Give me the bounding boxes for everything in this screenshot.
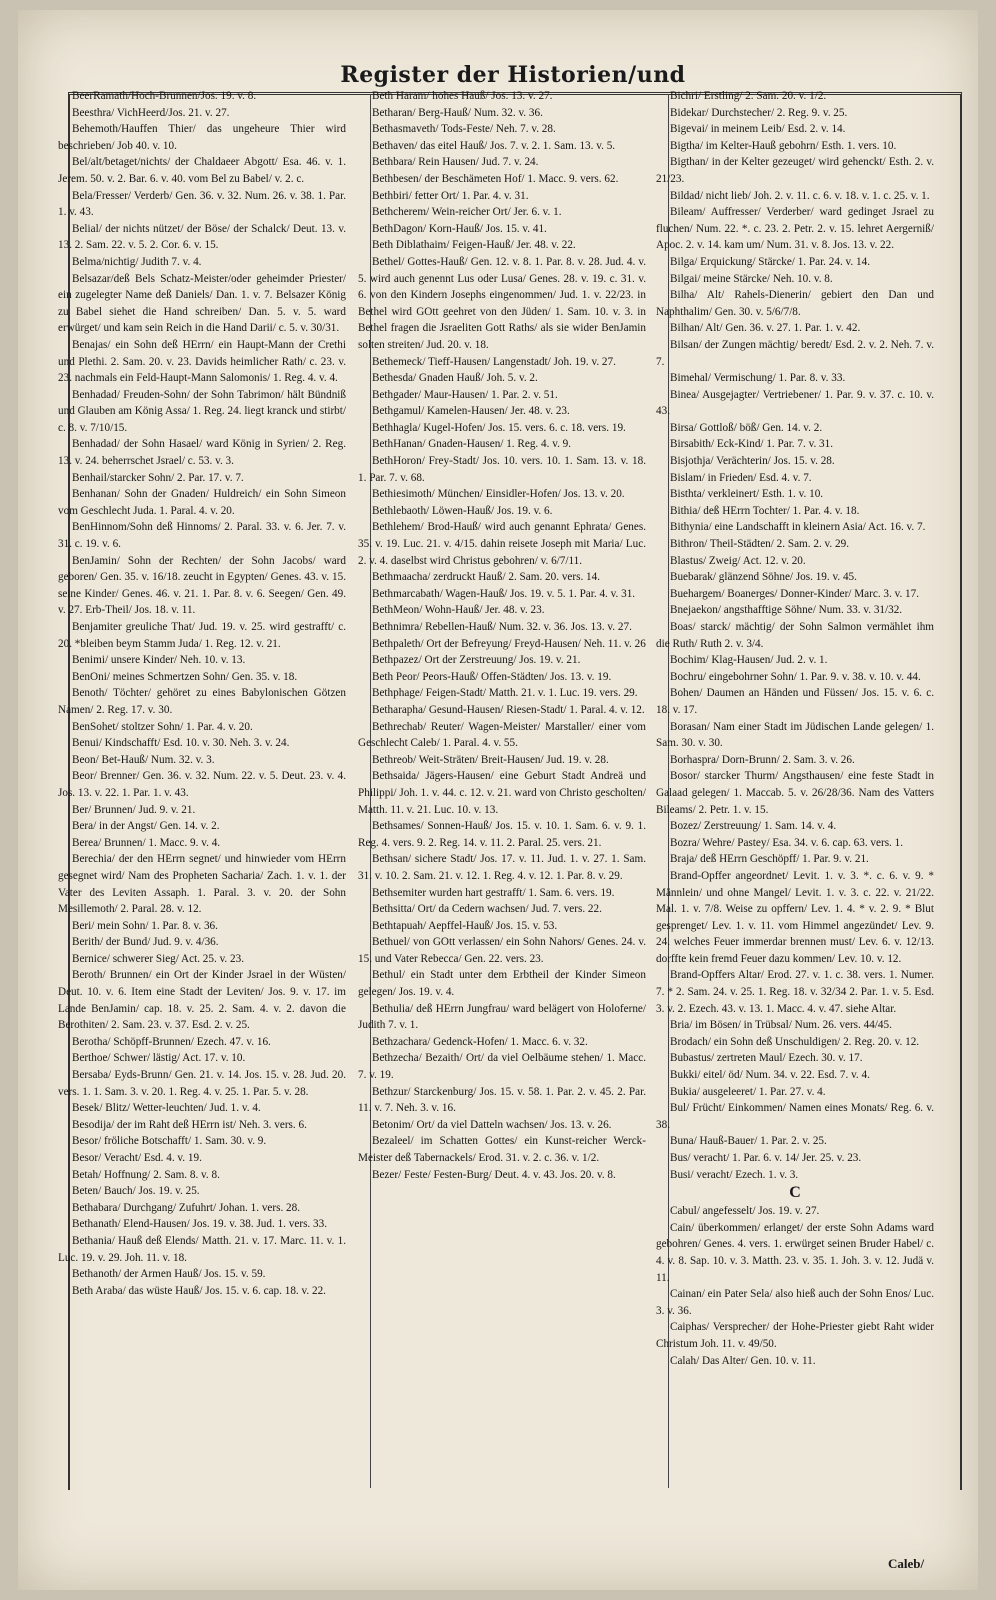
index-entry: Bethphage/ Feigen-Stadt/ Matth. 21. v. 1. Luc. 19. vers. 29. — [372, 687, 638, 700]
index-entry: Benajas/ ein Sohn deß HErrn/ ein Haupt-Mann der Crethi und Plethi. 2. Sam. 20. v. 23. Davids heimlicher Rath/ c. 23. v. 23. nachmals ein Feld-Haupt-Mann Salomonis/ 1. Reg. 4. v. 4. — [58, 338, 346, 385]
index-entry: Besek/ Blitz/ Wetter-leuchten/ Jud. 1. v. 4. — [72, 1102, 261, 1115]
index-entry: Benoth/ Töchter/ gehöret zu eines Babylonischen Götzen Namen/ 2. Reg. 17. v. 30. — [58, 687, 346, 716]
index-entry: Bithynia/ eine Landschafft in kleinern Asia/ Act. 16. v. 7. — [670, 521, 926, 534]
index-entry: Bidekar/ Durchstecher/ 2. Reg. 9. v. 25. — [670, 106, 848, 119]
index-entry: Bersaba/ Eyds-Brunn/ Gen. 21. v. 14. Jos. 15. v. 28. Jud. 20. vers. 1. 1. Sam. 3. v. 20. 1. Reg. 4. v. 25. 1. Par. 5. v. 28. — [58, 1069, 346, 1098]
index-entry: Betah/ Hoffnung/ 2. Sam. 8. v. 8. — [72, 1168, 220, 1181]
index-entry: Borasan/ Nam einer Stadt im Jüdischen Lande gelegen/ 1. Sam. 30. v. 30. — [656, 720, 934, 750]
index-entry: Benjamiter greuliche That/ Jud. 19. v. 25. wird gestrafft/ c. 20. *bleiben beym Stamm Juda/ 1. Reg. 12. v. 21. — [58, 621, 346, 650]
index-entry: Bethanoth/ der Armen Hauß/ Jos. 15. v. 59. — [72, 1268, 266, 1281]
index-entry: Bethrechab/ Reuter/ Wagen-Meister/ Marstaller/ einer vom Geschlecht Caleb/ 1. Paral. 4. v. 55. — [358, 720, 646, 750]
index-entry: Bethzecha/ Bezaith/ Ort/ da viel Oelbäume stehen/ 1. Macc. 7. v. 19. — [358, 1052, 646, 1082]
index-entry: Bethzachara/ Gedenck-Hofen/ 1. Macc. 6. v. 32. — [372, 1035, 588, 1048]
index-entry: Belma/nichtig/ Judith 7. v. 4. — [72, 255, 202, 268]
index-entry: Bigthan/ in der Kelter gezeuget/ wird gehenckt/ Esth. 2. v. 21/23. — [656, 156, 934, 185]
index-entry: Bilhan/ Alt/ Gen. 36. v. 27. 1. Par. 1. v. 42. — [670, 322, 861, 335]
index-entry: Berea/ Brunnen/ 1. Macc. 9. v. 4. — [72, 836, 221, 849]
index-entry: Bethhagla/ Kugel-Hofen/ Jos. 15. vers. 6. c. 18. vers. 19. — [372, 421, 626, 434]
index-entry: BeerRamath/Hoch-Brunnen/Jos. 19. v. 8. — [72, 90, 257, 102]
index-entry: Busi/ veracht/ Ezech. 1. v. 3. — [670, 1168, 799, 1181]
index-entry: Besor/ Veracht/ Esd. 4. v. 19. — [72, 1152, 202, 1164]
index-entry: Bethlehem/ Brod-Hauß/ wird auch genannt Ephrata/ Genes. 35. v. 19. Luc. 21. v. 4/15. dahin reisete Joseph mit Maria/ Luc. 2. v. 4. daselbst wird Christus gebohren/ v. 6/7/11. — [358, 521, 646, 567]
index-entry: Buna/ Hauß-Bauer/ 1. Par. 2. v. 25. — [670, 1135, 827, 1148]
index-entry: Besor/ fröliche Botschafft/ 1. Sam. 30. v. 9. — [72, 1135, 267, 1148]
index-entry: Caiphas/ Versprecher/ der Hohe-Priester giebt Raht wider Christum Joh. 11. v. 49/50. — [656, 1321, 934, 1350]
index-entry: Cabul/ angefesselt/ Jos. 19. v. 27. — [670, 1205, 820, 1218]
index-entry: Bimehal/ Vermischung/ 1. Par. 8. v. 33. — [670, 372, 846, 385]
index-entry: BethDagon/ Korn-Hauß/ Jos. 15. v. 41. — [372, 222, 547, 235]
index-entry: Beri/ mein Sohn/ 1. Par. 8. v. 36. — [72, 919, 218, 932]
index-entry: Bethsemiter wurden hart gestrafft/ 1. Sam. 6. vers. 19. — [372, 886, 615, 899]
index-entry: Bethbesen/ der Beschämeten Hof/ 1. Macc. 9. vers. 62. — [372, 172, 619, 185]
index-entry: Bethreob/ Weit-Sträten/ Breit-Hausen/ Jud. 19. v. 28. — [372, 753, 609, 766]
index-entry: Beth Haram/ hohes Hauß/ Jos. 13. v. 27. — [372, 90, 553, 102]
index-entry: Bethesda/ Gnaden Hauß/ Joh. 5. v. 2. — [372, 372, 538, 385]
index-entry: Cainan/ ein Pater Sela/ also hieß auch der Sohn Enos/ Luc. 3. v. 36. — [656, 1288, 934, 1317]
index-entry: Bohen/ Daumen an Händen und Füssen/ Jos. 15. v. 6. c. 18. v. 17. — [656, 687, 934, 716]
index-entry: Bethbiri/ fetter Ort/ 1. Par. 4. v. 31. — [372, 189, 529, 202]
index-entry: Bethsitta/ Ort/ da Cedern wachsen/ Jud. 7. vers. 22. — [372, 903, 602, 916]
index-entry: Bethuel/ von GOtt verlassen/ ein Sohn Nahors/ Genes. 24. v. 15. und Vater Rebecca/ Gen. 22. vers. 23. — [358, 936, 646, 965]
index-entry: Bislam/ in Frieden/ Esd. 4. v. 7. — [670, 471, 812, 484]
index-entry: BenOni/ meines Schmertzen Sohn/ Gen. 35. v. 18. — [72, 670, 298, 683]
index-entry: Belial/ der nichts nützet/ der Böse/ der Schalck/ Deut. 13. v. 13. 2. Sam. 22. v. 5. 2. Cor. 6. v. 15. — [58, 222, 346, 252]
index-entry: Beth Peor/ Peors-Hauß/ Offen-Städten/ Jos. 13. v. 19. — [372, 670, 612, 683]
index-entry: Bethpazez/ Ort der Zerstreuung/ Jos. 19. v. 21. — [372, 654, 581, 667]
index-entry: Bethania/ Hauß deß Elends/ Matth. 21. v. 17. Marc. 11. v. 1. Luc. 19. v. 29. Joh. 11. v. 18. — [58, 1234, 346, 1264]
index-entry: BenJamin/ Sohn der Rechten/ der Sohn Jacobs/ ward geboren/ Gen. 35. v. 16/18. zeucht in Egypten/ Genes. 43. v. 15. seine Kinder/ Genes. 46. v. 21. 1. Par. 8. v. 6. Seegen/ Gen. 49. v. 27. Erb-Theil/ Jos. 18. v. 11. — [58, 554, 346, 617]
index-entry: Brand-Opffers Altar/ Erod. 27. v. 1. c. 38. vers. 1. Numer. 7. * 2. Sam. 24. v. 25. 1. Reg. 18. v. 32/34 2. Par. 1. v. 5. Esd. 3. v. 2. Ezech. 43. v. 13. 1. Macc. 4. v. 47. siehe Altar. — [656, 969, 934, 1015]
index-entry: Bilga/ Erquickung/ Stärcke/ 1. Par. 24. v. 14. — [670, 255, 870, 268]
index-entry: Bigtha/ im Kelter-Hauß gebohrn/ Esth. 1. vers. 10. — [670, 139, 897, 152]
index-entry: Bethzur/ Starckenburg/ Jos. 15. v. 58. 1. Par. 2. v. 45. 2. Par. 11. v. 7. Neh. 3. v. 16. — [358, 1085, 646, 1115]
index-entry: Benui/ Kindschafft/ Esd. 10. v. 30. Neh. 3. v. 24. — [72, 737, 290, 750]
index-entry: Bilsan/ der Zungen mächtig/ beredt/ Esd. 2. v. 2. Neh. 7. v. 7. — [656, 338, 934, 368]
index-entry: Bethcherem/ Wein-reicher Ort/ Jer. 6. v. 1. — [372, 206, 562, 219]
index-entry: Calah/ Das Alter/ Gen. 10. v. 11. — [670, 1354, 816, 1367]
index-entry: Ber/ Brunnen/ Jud. 9. v. 21. — [72, 803, 196, 816]
index-entry: Birsabith/ Eck-Kind/ 1. Par. 7. v. 31. — [670, 438, 834, 451]
index-entry: Bigevai/ in meinem Leib/ Esd. 2. v. 14. — [670, 123, 846, 136]
index-entry: Bileam/ Auffresser/ Verderber/ ward gedinget Jsrael zu fluchen/ Num. 22. *. c. 23. 2. Petr. 2. v. 15. lehret Aergerniß/ Apoc. 2. v. 14. kam um/ Num. 31. v. 8. Jos. 13. v. 22. — [656, 206, 934, 252]
index-entry: Berith/ der Bund/ Jud. 9. v. 4/36. — [72, 936, 219, 949]
index-entry: Beon/ Bet-Hauß/ Num. 32. v. 3. — [72, 753, 215, 766]
index-entry: Bithia/ deß HErrn Tochter/ 1. Par. 4. v. 18. — [670, 504, 860, 517]
index-entry: Birsa/ Gottloß/ böß/ Gen. 14. v. 2. — [670, 421, 823, 434]
index-entry: Bera/ in der Angst/ Gen. 14. v. 2. — [72, 820, 220, 833]
index-entry: Bus/ veracht/ 1. Par. 6. v. 14/ Jer. 25. v. 23. — [670, 1152, 862, 1164]
index-entry: Bethnimra/ Rebellen-Hauß/ Num. 32. v. 36. Jos. 13. v. 27. — [372, 621, 632, 633]
index-entry: Benhanan/ Sohn der Gnaden/ Huldreich/ ein Sohn Simeon vom Geschlecht Juda. 1. Paral. 4. v. 20. — [58, 488, 346, 517]
index-entry: Bubastus/ zertreten Maul/ Ezech. 30. v. 17. — [670, 1052, 863, 1065]
index-entry: Berotha/ Schöpff-Brunnen/ Ezech. 47. v. 16. — [72, 1035, 271, 1048]
index-entry: Bethemeck/ Tieff-Hausen/ Langenstadt/ Joh. 19. v. 27. — [372, 355, 616, 368]
index-entry: Berthoe/ Schwer/ lästig/ Act. 17. v. 10. — [72, 1052, 246, 1065]
index-entry: Benhadad/ Freuden-Sohn/ der Sohn Tabrimon/ hält Bündniß und Glauben am König Assa/ 1. Reg. 24. liegt kranck und stirbt/ c. 8. v. 7/10/15. — [58, 388, 346, 434]
index-entry: Beten/ Bauch/ Jos. 19. v. 25. — [72, 1185, 200, 1198]
index-entry: Cain/ überkommen/ erlanget/ der erste Sohn Adams ward gebohren/ Genes. 4. vers. 1. erwürget seinen Bruder Habel/ c. 4. v. 8. Sap. 10. v. 3. Matth. 23. v. 35. 1. Joh. 3. v. 12. Judä v. 11. — [656, 1221, 934, 1284]
index-entry: Bethpaleth/ Ort der Befreyung/ Freyd-Hausen/ Neh. 11. v. 26 — [372, 637, 646, 650]
index-entry: Bethtapuah/ Aepffel-Hauß/ Jos. 15. v. 53. — [372, 919, 558, 932]
index-entry: Borhaspra/ Dorn-Brunn/ 2. Sam. 3. v. 26. — [670, 753, 855, 766]
index-entry: Bethabara/ Durchgang/ Zufuhrt/ Johan. 1. vers. 28. — [72, 1201, 301, 1214]
index-column-1 — [58, 88, 346, 1476]
letter-heading: C — [789, 1184, 801, 1202]
index-entry: Bethgader/ Maur-Hausen/ 1. Par. 2. v. 51. — [372, 388, 558, 401]
index-entry: Bosor/ starcker Thurm/ Angsthausen/ eine feste Stadt in Galaad gelegen/ 1. Maccab. 5. v. 26/28/36. Nam des Vatters Bileams/ 2. Petr. 1. v. 15. — [656, 770, 934, 816]
index-entry: Bel/alt/betaget/nichts/ der Chaldaeer Abgott/ Esa. 46. v. 1. Jerem. 50. v. 2. Bar. 6. v. 40. vom Bel zu Babel/ v. 2. c. — [58, 156, 346, 185]
index-entry: Bilgai/ meine Stärcke/ Neh. 10. v. 8. — [670, 272, 833, 285]
index-entry: Bochim/ Klag-Hausen/ Jud. 2. v. 1. — [670, 654, 828, 667]
index-entry: Bethaven/ das eitel Hauß/ Jos. 7. v. 2. 1. Sam. 13. v. 5. — [372, 139, 616, 152]
index-entry: Bethulia/ deß HErrn Jungfrau/ ward belägert von Holoferne/ Judith 7. v. 1. — [358, 1002, 646, 1032]
index-entry: Behemoth/Hauffen Thier/ das ungeheure Thier wird beschrieben/ Job 40. v. 10. — [58, 123, 346, 152]
index-entry: Bilha/ Alt/ Rahels-Dienerin/ gebiert den Dan und Naphthalim/ Gen. 30. v. 5/6/7/8. — [656, 289, 934, 318]
index-entry: Braja/ deß HErrn Geschöpff/ 1. Par. 9. v. 21. — [670, 853, 869, 866]
index-entry: Benhail/starcker Sohn/ 2. Par. 17. v. 7. — [72, 471, 244, 484]
index-entry: Belsazar/deß Bels Schatz-Meister/oder geheimder Priester/ ein zugelegter Name deß Daniels/ Dan. 1. v. 7. Belsazer König zu Babel siehet die Hand schreiben/ Dan. 5. v. 5. ward erwürget/ und kam sein Reich in die Hand Darii/ c. 5. v. 30/31. — [58, 272, 346, 335]
index-entry: Beth Araba/ das wüste Hauß/ Jos. 15. v. 6. cap. 18. v. 22. — [72, 1284, 326, 1297]
index-entry: Bukia/ ausgeleeret/ 1. Par. 27. v. 4. — [670, 1085, 826, 1098]
index-entry: Benhadad/ der Sohn Hasael/ ward König in Syrien/ 2. Reg. 13. v. 24. beherrschet Jsrael/ c. 53. v. 3. — [58, 438, 346, 468]
index-entry: Bethasmaveth/ Tods-Feste/ Neh. 7. v. 28. — [372, 123, 556, 136]
index-entry: Bethlebaoth/ Löwen-Hauß/ Jos. 19. v. 6. — [372, 504, 553, 517]
index-entry: Bethsaida/ Jägers-Hausen/ eine Geburt Stadt Andreä und Philippi/ Joh. 1. v. 44. c. 12. v. 21. ward von Christo gescholten/ Matth. 11. v. 21. Luc. 10. v. 13. — [358, 770, 646, 816]
index-column-3 — [656, 88, 934, 1476]
index-entry: BethHanan/ Gnaden-Hausen/ 1. Reg. 4. v. 9. — [372, 438, 572, 451]
index-entry: Berechia/ der den HErrn segnet/ und hinwieder vom HErrn gesegnet wird/ Nam des Propheten Sacharia/ Zach. 1. v. 1. der Vater des Leviten Assaph. 1. Paral. 3. v. 20. der Sohn Mesillemoth/ 2. Paral. 28. v. 12. — [58, 853, 346, 916]
catchword: Caleb/ — [888, 1556, 925, 1571]
index-entry: Bozez/ Zerstreuung/ 1. Sam. 14. v. 4. — [670, 820, 837, 833]
index-entry: Bria/ im Bösen/ in Trübsal/ Num. 26. vers. 44/45. — [670, 1019, 892, 1032]
index-entry: Bethsames/ Sonnen-Hauß/ Jos. 15. v. 10. 1. Sam. 6. v. 9. 1. Reg. 4. vers. 9. 2. Reg. 14. v. 11. 2. Paral. 25. vers. 21. — [358, 820, 646, 849]
index-entry: BethMeon/ Wohn-Hauß/ Jer. 48. v. 23. — [372, 604, 545, 617]
index-entry: BenHinnom/Sohn deß Hinnoms/ 2. Paral. 33. v. 6. Jer. 7. v. 31. c. 19. v. 6. — [58, 521, 346, 551]
index-entry: Betonim/ Ort/ da viel Datteln wachsen/ Jos. 13. v. 26. — [372, 1118, 612, 1131]
page-header: Register der Historien/und — [340, 62, 686, 88]
index-entry: Bnejaekon/ angsthafftige Söhne/ Num. 33. v. 31/32. — [670, 604, 903, 617]
index-entry: Besodija/ der im Raht deß HErrn ist/ Neh. 3. vers. 6. — [72, 1118, 307, 1131]
index-entry: Betharapha/ Gesund-Hausen/ Riesen-Stadt/ 1. Paral. 4. v. 12. — [372, 703, 645, 716]
index-entry: Binea/ Ausgejagter/ Vertriebener/ 1. Par. 9. v. 37. c. 10. v. 43. — [656, 388, 934, 418]
index-entry: Beroth/ Brunnen/ ein Ort der Kinder Jsrael in der Wüsten/ Deut. 10. v. 6. Item eine Stadt der Leviten/ Jos. 9. v. 17. im Lande BenJamin/ cap. 18. v. 25. 2. Sam. 4. v. 2. davon die Berothiten/ 2. Sam. 23. v. 37. Esd. 2. v. 25. — [58, 969, 346, 1032]
index-entry: Blastus/ Zweig/ Act. 12. v. 20. — [670, 554, 806, 567]
index-entry: Bozra/ Wehre/ Pastey/ Esa. 34. v. 6. cap. 63. vers. 1. — [670, 836, 904, 849]
index-entry: Boas/ starck/ mächtig/ der Sohn Salmon vermählet ihm die Ruth/ Ruth 2. v. 3/4. — [656, 621, 934, 650]
index-entry: Bethmarcabath/ Wagen-Hauß/ Jos. 19. v. 5. 1. Par. 4. v. 31. — [372, 587, 636, 600]
index-entry: Bezaleel/ im Schatten Gottes/ ein Kunst-reicher Werck-Meister deß Tabernackels/ Erod. 31. v. 2. c. 36. v. 1/2. — [358, 1135, 646, 1164]
index-entry: Bethel/ Gottes-Hauß/ Gen. 12. v. 8. 1. Par. 8. v. 28. Jud. 4. v. 5. wird auch genennt Lus oder Lusa/ Genes. 28. v. 19. c. 31. v. 6. von den Kindern Josephs eingenommen/ Jud. 1. v. 22/23. in Bethel wird GOtt geehret von den Jüden/ 1. Sam. 10. v. 3. in Bethel fragen die Jsraeliten Gott Raths/ als sie wider BenJamin solten streiten/ Jud. 20. v. 18. — [358, 255, 646, 351]
index-entry: Bisjothja/ Verächterin/ Jos. 15. v. 28. — [670, 455, 835, 468]
index-entry: Bezer/ Feste/ Festen-Burg/ Deut. 4. v. 43. Jos. 20. v. 8. — [372, 1168, 616, 1181]
index-entry: Bethanath/ Elend-Hausen/ Jos. 19. v. 38. Jud. 1. vers. 33. — [72, 1218, 327, 1231]
index-entry: Buehargem/ Boanerges/ Donner-Kinder/ Marc. 3. v. 17. — [670, 587, 920, 600]
index-entry: Bernice/ schwerer Sieg/ Act. 25. v. 23. — [72, 952, 245, 965]
index-entry: Bethiesimoth/ München/ Einsidler-Hofen/ Jos. 13. v. 20. — [372, 488, 625, 501]
index-entry: Bethul/ ein Stadt unter dem Erbtheil der Kinder Simeon gelegen/ Jos. 19. v. 4. — [358, 969, 646, 999]
index-entry: Bethmaacha/ zerdruckt Hauß/ 2. Sam. 20. vers. 14. — [372, 571, 601, 584]
index-entry: BenSohet/ stoltzer Sohn/ 1. Par. 4. v. 20. — [72, 720, 253, 733]
index-entry: Brodach/ ein Sohn deß Unschuldigen/ 2. Reg. 20. v. 12. — [670, 1035, 920, 1048]
index-entry: Bethsan/ sichere Stadt/ Jos. 17. v. 11. Jud. 1. v. 27. 1. Sam. 31. v. 10. 2. Sam. 21. v. 12. 1. Reg. 4. v. 12. 1. Par. 8. v. 29. — [358, 853, 646, 882]
index-entry: Bukki/ eitel/ öd/ Num. 34. v. 22. Esd. 7. v. 4. — [670, 1069, 870, 1082]
index-entry: Beesthra/ VichHeerd/Jos. 21. v. 27. — [72, 106, 230, 119]
index-entry: Bithron/ Theil-Städten/ 2. Sam. 2. v. 29. — [670, 538, 849, 551]
index-entry: Beor/ Brenner/ Gen. 36. v. 32. Num. 22. v. 5. Deut. 23. v. 4. Jos. 13. v. 22. 1. Par. 1. v. 43. — [58, 770, 346, 799]
index-entry: Betharan/ Berg-Hauß/ Num. 32. v. 36. — [372, 106, 543, 119]
index-entry: Bichri/ Erstling/ 2. Sam. 20. v. 1/2. — [670, 90, 827, 102]
index-entry: Brand-Opffer angeordnet/ Levit. 1. v. 3. *. c. 6. v. 9. * Männlein/ und ohne Mangel/ Levit. 1. v. 3. c. 22. v. 21/22. Mal. 1. v. 7/8. Weise zu opffern/ Lev. 1. 4. * v. 2. 9. * Blut gesprenget/ Lev. 1. v. 11. vom Himmel angezündet/ Lev. 9. 24. welches Feuer immerdar brennen must/ Lev. 6. v. 12/13. dorffte kein fremd Feuer dazu kommen/ Lev. 10. v. 12. — [656, 869, 934, 965]
index-entry: Buebarak/ glänzend Söhne/ Jos. 19. v. 45. — [670, 571, 857, 584]
index-entry: Bochru/ eingebohrner Sohn/ 1. Par. 9. v. 38. v. 10. v. 44. — [670, 670, 921, 683]
index-entry: Benimi/ unsere Kinder/ Neh. 10. v. 13. — [72, 654, 246, 667]
index-entry: Bildad/ nicht lieb/ Joh. 2. v. 11. c. 6. v. 18. v. 1. c. 25. v. 1. — [670, 189, 930, 202]
index-entry: Bul/ Frücht/ Einkommen/ Namen eines Monats/ Reg. 6. v. 38. — [656, 1102, 934, 1131]
index-entry: BethHoron/ Frey-Stadt/ Jos. 10. vers. 10. 1. Sam. 13. v. 18. 1. Par. 7. v. 68. — [358, 455, 646, 484]
index-entry: Bethgamul/ Kamelen-Hausen/ Jer. 48. v. 23. — [372, 405, 570, 418]
index-entry: Bethbara/ Rein Hausen/ Jud. 7. v. 24. — [372, 156, 539, 169]
index-entry: Bela/Fresser/ Verderb/ Gen. 36. v. 32. Num. 26. v. 38. 1. Par. 1. v. 43. — [58, 189, 346, 219]
index-entry: Beth Diblathaim/ Feigen-Hauß/ Jer. 48. v. 22. — [372, 239, 576, 252]
index-column-2 — [358, 88, 646, 1476]
index-entry: Bisthta/ verkleinert/ Esth. 1. v. 10. — [670, 488, 824, 501]
